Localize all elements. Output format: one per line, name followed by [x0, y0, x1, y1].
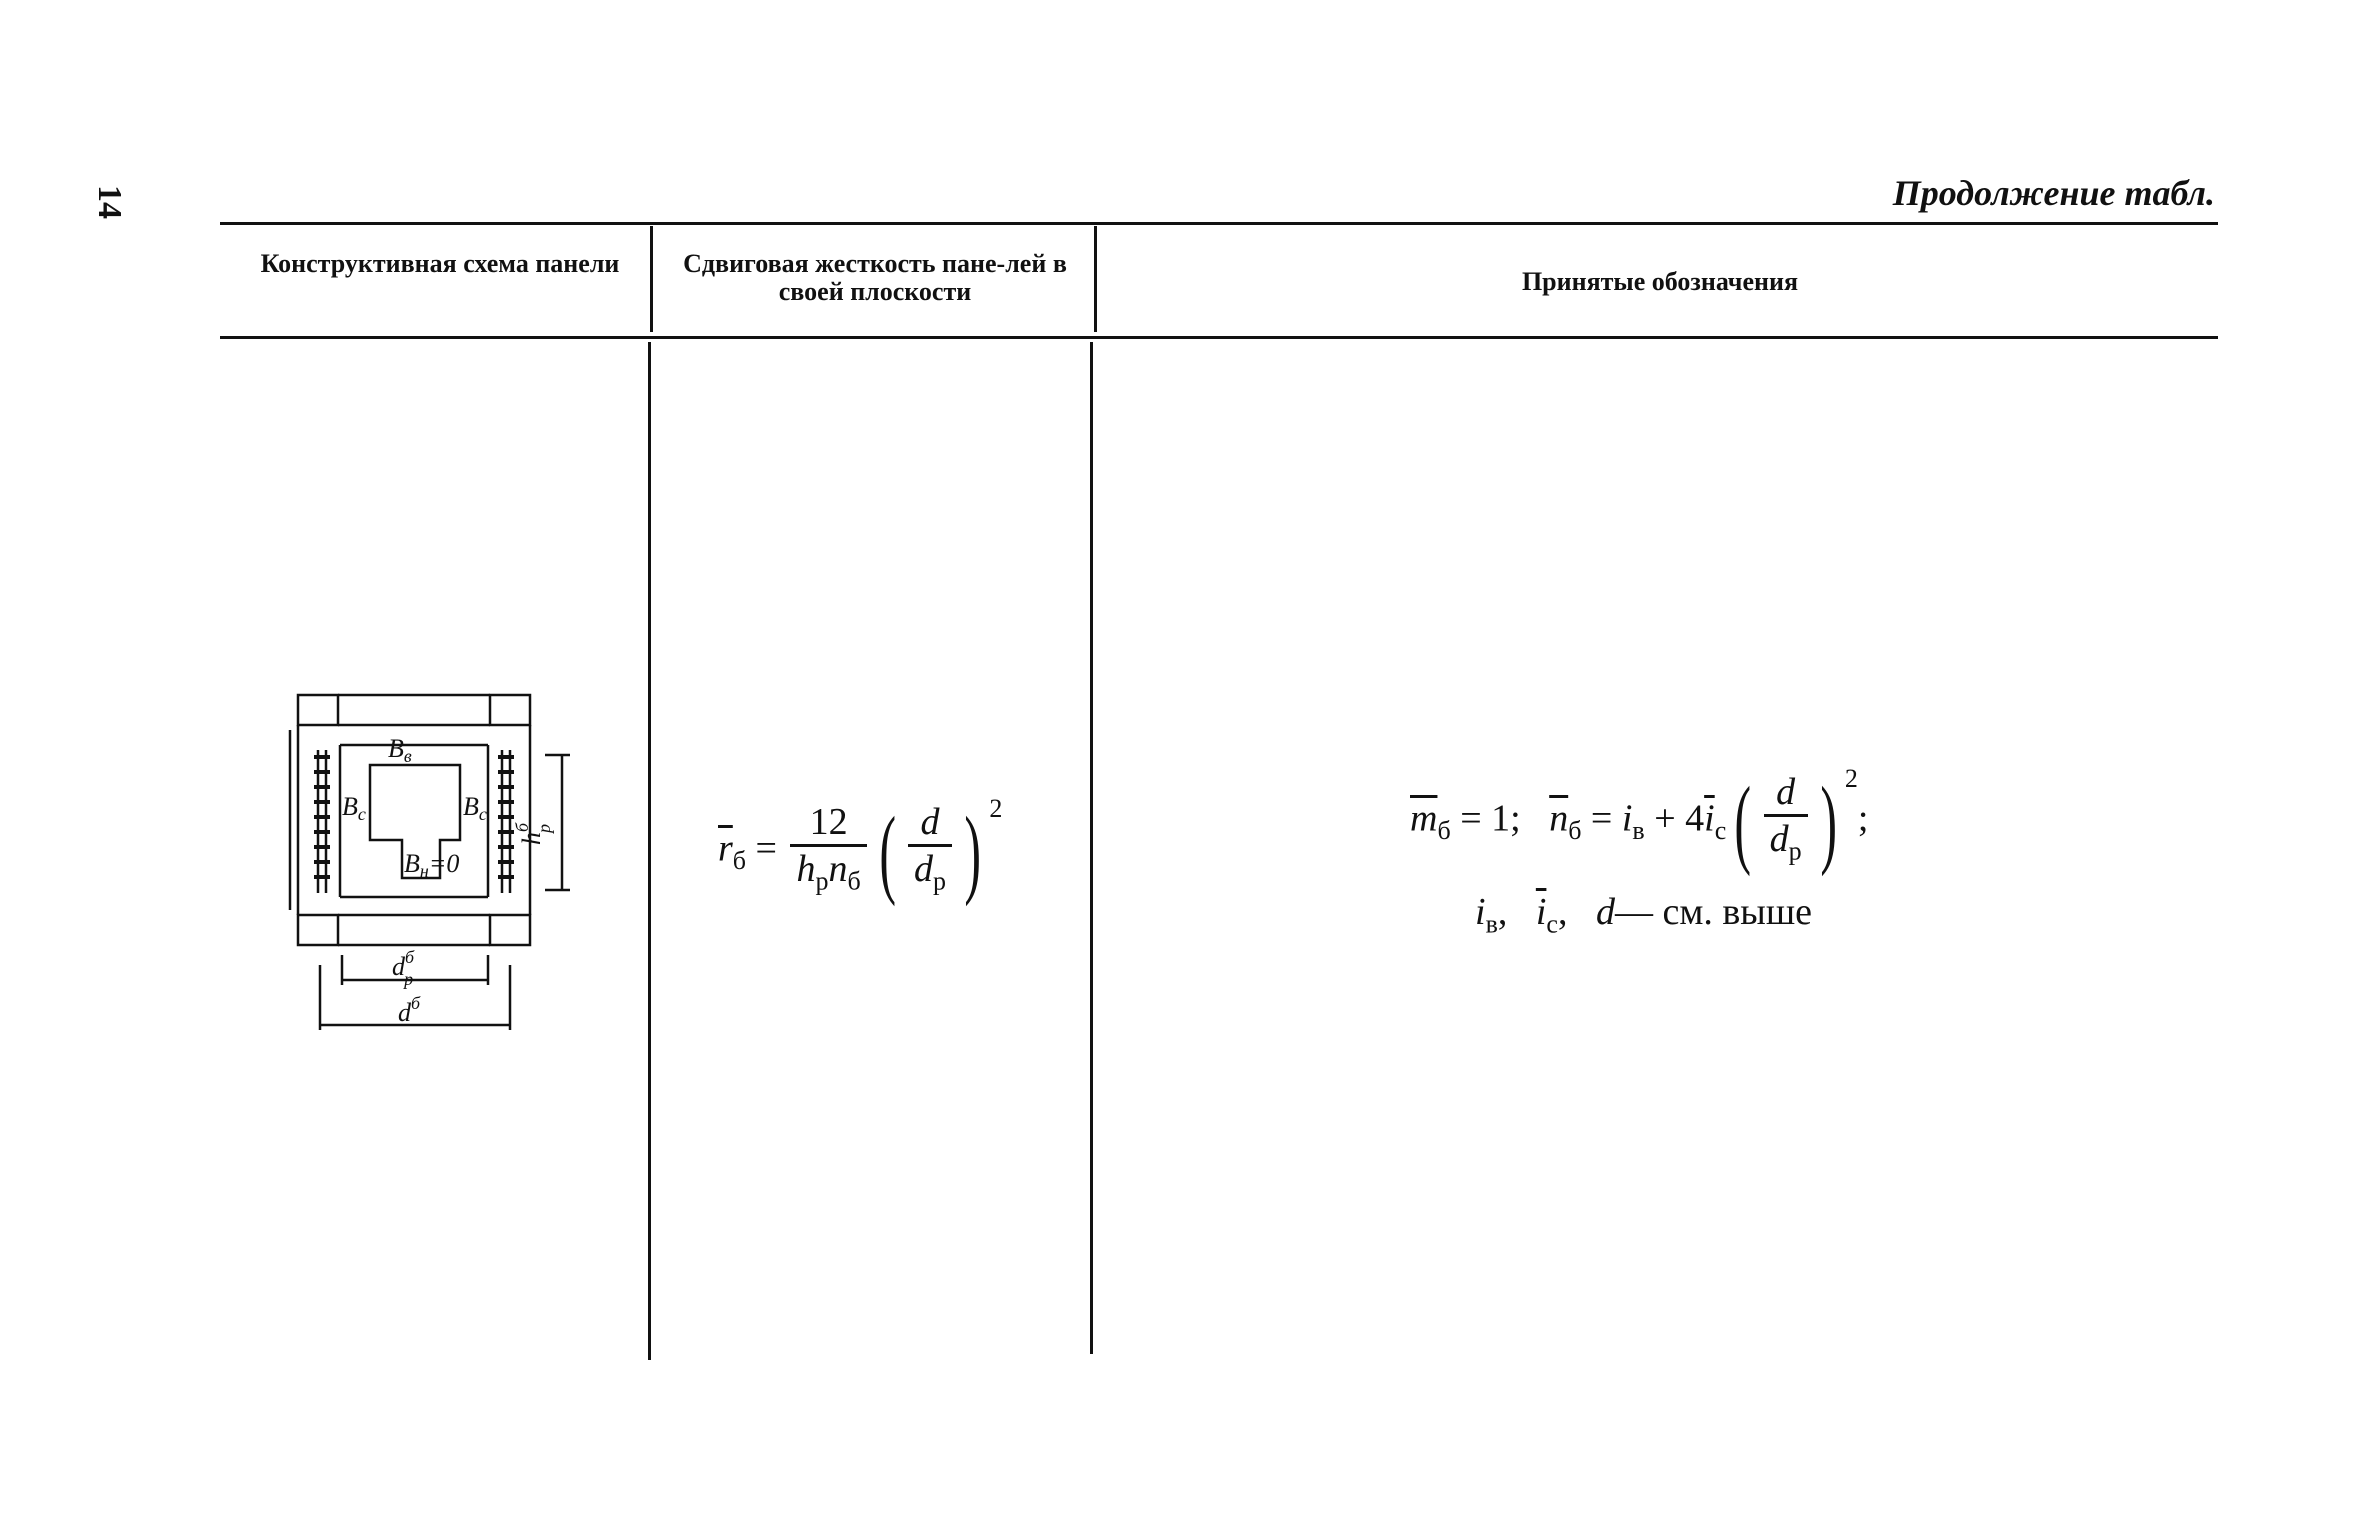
panel-scheme-svg	[270, 665, 600, 1065]
svg-text:Bc: Bc	[342, 792, 366, 824]
continuation-label: Продолжение табл.	[1892, 173, 2215, 213]
panel-scheme-diagram	[270, 665, 600, 1069]
formula-lhs: $\overline{r}$	[718, 827, 733, 870]
column-divider-1	[650, 226, 653, 332]
notation-line-1: $\overline{m}_б = 1$; $\overline{n}_б = i_в + 4\overline{i}_c$( $\frac{d}{d_p}$ ) $^2$;	[1410, 763, 1869, 877]
svg-text:dбp: $d^б$ p	[392, 947, 415, 989]
formula-inner-fraction: $\frac{d}{d_p}$	[908, 800, 952, 904]
table-top-rule	[220, 222, 2218, 225]
svg-text:Bв: Bв	[388, 734, 412, 766]
column-divider-1-body	[648, 342, 651, 1360]
column-divider-2	[1094, 226, 1097, 332]
header-shear-stiffness: Сдвиговая жесткость пане-лей в своей плоскости	[683, 249, 1067, 306]
table-header-rule	[220, 336, 2218, 339]
header-notation: Принятые обозначения	[1521, 267, 1799, 296]
notation-line-2: $i_в$, $\overline{i}_c$, d— см. выше	[1475, 891, 1812, 939]
svg-text:hбр: $h^б$ р	[512, 822, 554, 845]
formula-main-fraction: $\frac{12}{h_pn_б}$	[790, 800, 866, 904]
svg-text:Bн=0: Bн=0	[404, 849, 460, 881]
svg-text:Bc: Bc	[463, 792, 487, 824]
shear-stiffness-formula: $\overline{r}_б$ = $\frac{12}{h_pn_б}$ ( $\frac{d}{d_p}$ ) $^2$	[718, 793, 1003, 907]
header-construction-scheme: Конструктивная схема панели	[260, 249, 620, 278]
page-number: 14	[91, 185, 128, 219]
column-divider-2-body	[1090, 342, 1093, 1354]
svg-text:dб: $d^б$	[398, 993, 421, 1027]
